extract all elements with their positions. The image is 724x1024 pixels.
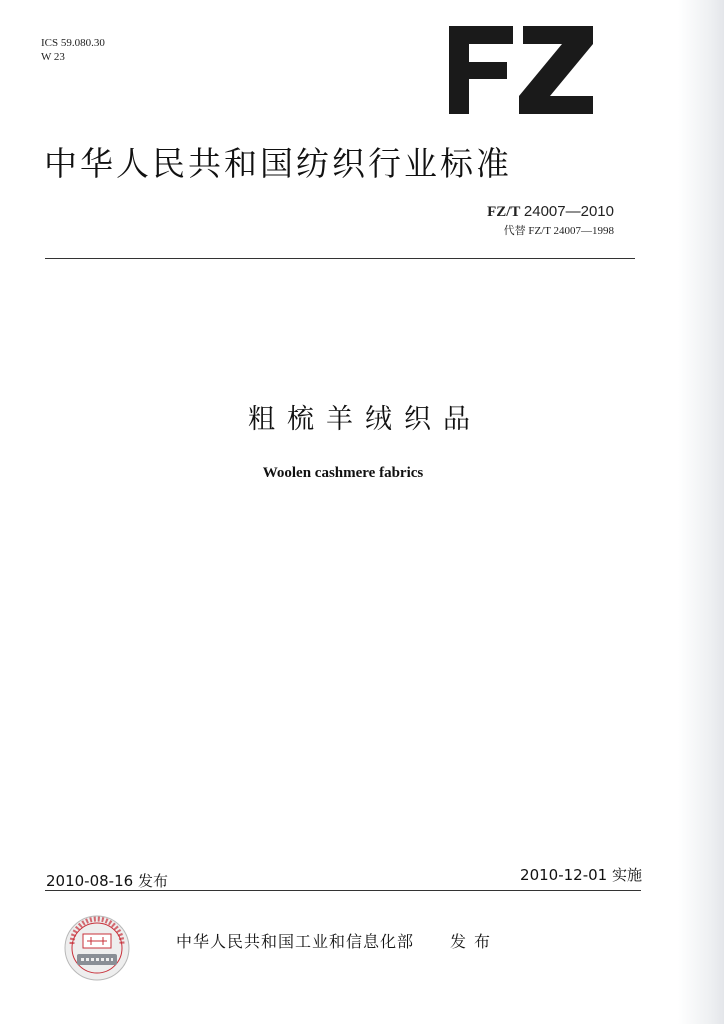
footer-divider xyxy=(45,890,641,891)
ics-code: ICS 59.080.30 xyxy=(41,37,105,49)
publisher-verb: 发布 xyxy=(450,932,499,951)
replaces-standard: 代替 FZ/T 24007—1998 xyxy=(503,225,614,237)
header-divider xyxy=(45,258,635,259)
classification-block xyxy=(41,36,105,64)
anti-counterfeit-seal-icon xyxy=(63,914,131,982)
standard-number xyxy=(487,203,614,221)
document-title-cn: 粗梳羊绒织品 xyxy=(248,404,482,435)
publisher-name: 中华人民共和国工业和信息化部 xyxy=(176,932,415,951)
class-code: W 23 xyxy=(41,51,65,63)
standard-number-prefix: FZ/T xyxy=(487,204,521,220)
fz-logo xyxy=(447,22,597,118)
page-edge-shadow xyxy=(678,0,724,1024)
implementation-date: 2010-12-01 实施 xyxy=(520,866,642,884)
standard-number-block xyxy=(487,203,614,238)
publisher-line xyxy=(176,929,498,952)
standard-number-value: 24007—2010 xyxy=(523,203,614,220)
industry-standard-title: 中华人民共和国纺织行业标准 xyxy=(44,144,512,183)
issue-date: 2010-08-16 发布 xyxy=(46,872,168,890)
document-title-en: Woolen cashmere fabrics xyxy=(262,465,424,481)
